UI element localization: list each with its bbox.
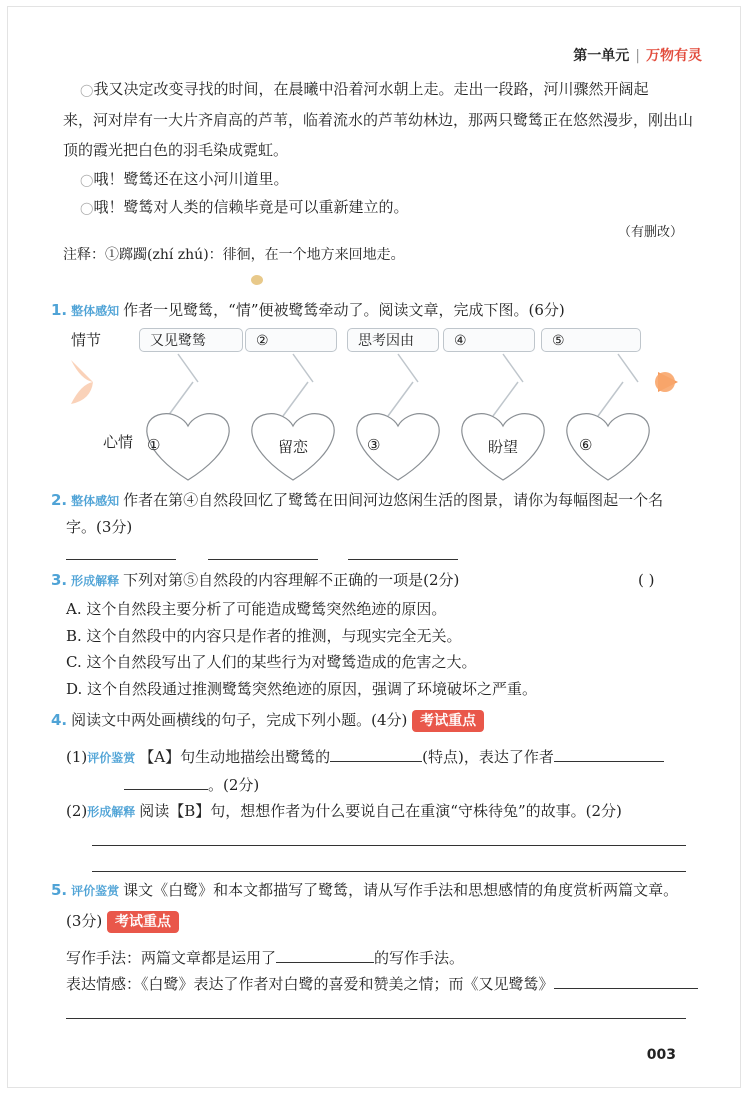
mood-heart-3[interactable]: ③ bbox=[367, 436, 381, 454]
passage-line-4: ◯哦！鹭鸶还在这小河川道里。 bbox=[80, 170, 289, 188]
q3-option-d: D. 这个自然段通过推测鹭鸶突然绝迹的原因，强调了环境破坏之严重。 bbox=[66, 680, 538, 698]
q1-stem: 1. 整体感知 作者一见鹭鸶，“情”便被鹭鸶牵动了。阅读文章，完成下图。(6分) bbox=[51, 301, 565, 319]
footnote: 注释：①踯躅(zhí zhú)：徘徊，在一个地方来回地走。 bbox=[63, 247, 405, 263]
q4-sub1-line-2: 。(2分) bbox=[124, 775, 259, 795]
q4-stem: 4. 阅读文中两处画横线的句子，完成下列小题。(4分) 考试重点 bbox=[51, 710, 484, 732]
q4-sub1-line-1: (1)评价鉴赏 【A】句生动地描绘出鹭鸶的 (特点)，表达了作者 bbox=[66, 747, 664, 768]
passage-line-2: 来，河对岸有一大片齐肩高的芦苇，临着流水的芦苇幼林边，那两只鹭鸶正在悠然漫步，刚出山 bbox=[63, 111, 694, 129]
unit-title: 万物有灵 bbox=[646, 48, 702, 64]
decoration-dot bbox=[251, 275, 263, 285]
q4-sub1-blank-feeling[interactable] bbox=[554, 747, 664, 762]
q5-method-blank[interactable] bbox=[276, 948, 374, 963]
plot-label: 情节 bbox=[71, 331, 102, 349]
plot-box-4[interactable]: ④ bbox=[443, 328, 535, 352]
q4-answer-line-2[interactable] bbox=[92, 871, 686, 872]
q4-sub2-stem: (2)形成解释 阅读【B】句，想想作者为什么要说自己在重演“守株待兔”的故事。(2分) bbox=[66, 802, 622, 820]
q4-answer-line-1[interactable] bbox=[92, 845, 686, 846]
page-number: 003 bbox=[646, 1047, 676, 1063]
header-separator: | bbox=[635, 48, 640, 64]
q3-option-c: C. 这个自然段写出了人们的某些行为对鹭鸶造成的危害之大。 bbox=[66, 653, 477, 671]
mood-label: 心情 bbox=[103, 433, 134, 451]
q5-answer-line[interactable] bbox=[66, 1018, 686, 1019]
q2-answer-blank-2[interactable] bbox=[208, 559, 318, 560]
key-point-badge: 考试重点 bbox=[412, 710, 484, 732]
passage-line-1: ◯我又决定改变寻找的时间，在晨曦中沿着河水朝上走。走出一段路，河川骤然开阔起 bbox=[80, 80, 649, 98]
q2-stem-line-1: 2. 整体感知 作者在第④自然段回忆了鹭鸶在田间河边悠闲生活的图景，请你为每幅图起一个名 bbox=[51, 491, 664, 509]
q5-method-line: 写作手法：两篇文章都是运用了 的写作手法。 bbox=[66, 949, 465, 967]
worksheet-page bbox=[7, 6, 741, 1088]
paragraph-marker: ◯ bbox=[80, 173, 94, 187]
key-point-badge: 考试重点 bbox=[107, 911, 179, 933]
q2-answer-blank-3[interactable] bbox=[348, 559, 458, 560]
fish-head bbox=[655, 372, 675, 392]
q3-option-b: B. 这个自然段中的内容只是作者的推测，与现实完全无关。 bbox=[66, 627, 462, 645]
q5-emotion-line: 表达情感：《白鹭》表达了作者对白鹭的喜爱和赞美之情；而《又见鹭鸶》 bbox=[66, 974, 698, 994]
plot-box-5[interactable]: ⑤ bbox=[541, 328, 641, 352]
plot-box-2[interactable]: ② bbox=[245, 328, 337, 352]
unit-label: 第一单元 bbox=[573, 48, 630, 64]
q5-stem-line-1: 5. 评价鉴赏 课文《白鹭》和本文都描写了鹭鸶，请从写作手法和思想感情的角度赏析两篇文章。 bbox=[51, 881, 679, 899]
q5-stem-line-2: (3分) 考试重点 bbox=[66, 911, 179, 933]
q2-stem-line-2: 字。(3分) bbox=[66, 518, 133, 536]
q3-stem: 3. 形成解释 下列对第⑤自然段的内容理解不正确的一项是(2分) bbox=[51, 571, 460, 589]
mood-heart-4: 盼望 bbox=[487, 438, 518, 456]
q2-answer-blank-1[interactable] bbox=[66, 559, 176, 560]
fishbone-ribs bbox=[168, 354, 638, 416]
mood-heart-2: 留恋 bbox=[277, 438, 308, 456]
mood-heart-5[interactable]: ⑥ bbox=[579, 436, 593, 454]
plot-box-1: 又见鹭鸶 bbox=[139, 328, 243, 352]
q3-option-a: A. 这个自然段主要分析了可能造成鹭鸶突然绝迹的原因。 bbox=[66, 600, 447, 618]
q4-sub1-blank-feeling-cont[interactable] bbox=[124, 775, 208, 790]
q3-answer-paren[interactable]: ( ) bbox=[638, 571, 655, 589]
mood-heart-1[interactable]: ① bbox=[147, 436, 161, 454]
q4-sub1-blank-trait[interactable] bbox=[330, 747, 422, 762]
q5-emotion-blank[interactable] bbox=[554, 974, 698, 989]
passage-line-3: 顶的霞光把白色的羽毛染成霓虹。 bbox=[63, 141, 289, 159]
passage-line-5: ◯哦！鹭鸶对人类的信赖毕竟是可以重新建立的。 bbox=[80, 198, 409, 216]
plot-mood-diagram bbox=[63, 322, 703, 492]
plot-box-3: 思考因由 bbox=[347, 328, 439, 352]
paragraph-marker: ◯ bbox=[80, 83, 94, 97]
source-note: （有删改） bbox=[618, 225, 684, 240]
page-header bbox=[573, 45, 702, 65]
paragraph-marker: ◯ bbox=[80, 201, 94, 215]
